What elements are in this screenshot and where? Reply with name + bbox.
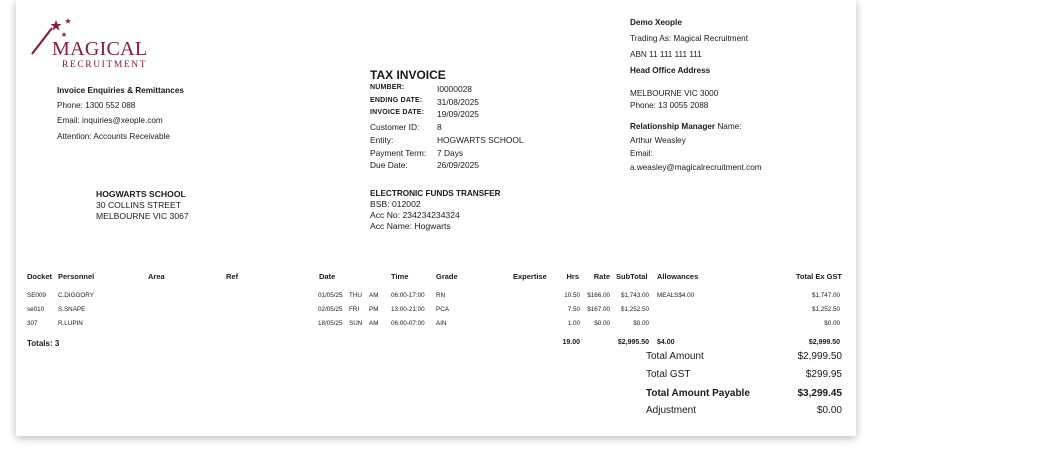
total-payable-label: Total Amount Payable <box>646 388 750 399</box>
due-date-row <box>370 160 580 173</box>
col-hrs: Hrs <box>566 272 579 281</box>
col-docket: Docket <box>27 272 53 281</box>
invoice-number-row <box>370 84 580 97</box>
company-logo <box>28 14 158 74</box>
total-amount: $2,999.50 <box>797 351 842 362</box>
col-grade: Grade <box>436 272 458 281</box>
total-gst: $299.95 <box>805 369 842 380</box>
allowance-name: MEALS <box>657 292 679 299</box>
cell-date: 02/05/25 <box>318 306 343 313</box>
cell-total: $0.00 <box>824 320 840 327</box>
bill-to-street: 30 COLLINS STREET <box>96 200 182 210</box>
head-office-city: MELBOURNE VIC 3000 <box>630 89 719 98</box>
table-row <box>16 306 856 318</box>
customer-id-row <box>370 122 580 135</box>
entity-label: Entity: <box>370 134 394 145</box>
invoice-document <box>16 0 856 436</box>
ending-date: 31/08/2025 <box>437 96 479 107</box>
payment-term-label: Payment Term: <box>370 147 427 158</box>
rm-email: a.weasley@magicalrecruitment.com <box>630 162 762 172</box>
cell-subtotal: $0.00 <box>633 320 649 327</box>
cell-docket: 307 <box>27 320 38 327</box>
totals-label: Totals: 3 <box>27 339 60 348</box>
cell-docket: SE009 <box>27 292 46 299</box>
cell-total: $1,747.00 <box>811 292 840 299</box>
table-row <box>16 292 856 304</box>
company-abn: ABN 11 111 111 111 <box>630 50 702 59</box>
summary-total-gst <box>646 369 842 387</box>
entity-row <box>370 135 580 148</box>
cell-day: SUN <box>349 320 363 327</box>
totals-total: $2,999.50 <box>808 339 840 346</box>
head-office-heading: Head Office Address <box>630 66 711 75</box>
eft-heading: ELECTRONIC FUNDS TRANSFER <box>370 189 501 198</box>
cell-hrs: 7.50 <box>567 306 580 313</box>
cell-time: 06:00-17:00 <box>391 292 425 299</box>
adjustment-label: Adjustment <box>646 405 697 416</box>
cell-hrs: 10.50 <box>564 292 580 299</box>
due-date: 26/09/2025 <box>437 160 479 171</box>
eft-block <box>370 188 501 232</box>
cell-personnel: C.DIGGORY <box>58 292 94 299</box>
cell-allowance: MEALS$4.00 <box>657 292 695 299</box>
rm-heading-line <box>630 120 762 134</box>
rm-email-label: Email: <box>630 149 653 159</box>
cell-date: 18/05/25 <box>318 320 343 327</box>
cell-time: 13:00-21:00 <box>391 306 425 313</box>
table-row <box>16 320 856 332</box>
bill-to-name: HOGWARTS SCHOOL <box>96 189 186 199</box>
cell-docket: se010 <box>27 306 45 313</box>
cell-rate: $0.00 <box>594 320 610 327</box>
col-date: Date <box>319 272 336 281</box>
customer-id-label: Customer ID: <box>370 122 420 133</box>
summary-adjustment <box>646 405 842 423</box>
cell-rate: $166.00 <box>587 292 610 299</box>
invoice-date-label: INVOICE DATE: <box>370 109 425 117</box>
summary-total-payable <box>646 388 842 406</box>
entity: HOGWARTS SCHOOL <box>437 134 524 145</box>
contact-attention: Attention: Accounts Receivable <box>57 131 170 141</box>
contact-phone: Phone: 1300 552 088 <box>57 101 136 111</box>
eft-acc-no: Acc No: 234234234324 <box>370 210 460 220</box>
totals-allowances: $4.00 <box>657 339 675 346</box>
col-subtotal: SubTotal <box>616 272 648 281</box>
cell-subtotal: $1,743.00 <box>620 292 649 299</box>
eft-bsb: BSB: 012002 <box>370 199 421 209</box>
company-name: Demo Xeople <box>630 18 682 27</box>
cell-ampm: PM <box>369 306 379 313</box>
rm-heading: Relationship Manager <box>630 122 716 131</box>
cell-ampm: AM <box>369 292 379 299</box>
cell-rate: $167.00 <box>587 306 610 313</box>
cell-personnel: S.SNAPE <box>58 306 86 313</box>
col-total-ex-gst: Total Ex GST <box>795 272 842 281</box>
col-rate: Rate <box>593 272 610 281</box>
cell-day: FRI <box>349 306 360 313</box>
cell-total: $1,252.50 <box>811 306 840 313</box>
bill-to-city: MELBOURNE VIC 3067 <box>96 211 189 221</box>
cell-personnel: R.LUPIN <box>58 320 83 327</box>
invoice-title: TAX INVOICE <box>370 68 446 82</box>
total-gst-label: Total GST <box>646 369 691 380</box>
payment-term: 7 Days <box>437 147 464 158</box>
rm-name: Arthur Weasley <box>630 135 686 145</box>
totals-hrs: 19.00 <box>562 339 580 346</box>
head-office-phone: Phone: 13 0055 2088 <box>630 100 709 110</box>
invoice-date-row <box>370 109 580 122</box>
col-time: Time <box>391 272 409 281</box>
invoice-number-label: NUMBER: <box>370 84 405 91</box>
cell-hrs: 1.00 <box>567 320 580 327</box>
logo-name: MAGICAL <box>52 38 148 60</box>
payment-term-row <box>370 148 580 161</box>
cell-grade: PCA <box>436 306 449 313</box>
col-allowances: Allowances <box>657 272 699 281</box>
customer-id: 8 <box>437 122 442 133</box>
cell-grade: RN <box>436 292 446 299</box>
total-amount-label: Total Amount <box>646 351 704 362</box>
bill-to-block <box>96 189 189 222</box>
cell-date: 01/05/25 <box>318 292 343 299</box>
total-payable: $3,299.45 <box>797 388 842 399</box>
adjustment: $0.00 <box>816 405 842 416</box>
cell-day: THU <box>349 292 362 299</box>
logo-tagline: RECRUITMENT <box>62 60 148 70</box>
summary-total-amount <box>646 351 842 369</box>
due-date-label: Due Date: <box>370 160 408 171</box>
company-block <box>630 15 762 174</box>
col-ref: Ref <box>226 272 239 281</box>
cell-ampm: AM <box>369 320 379 327</box>
eft-acc-name: Acc Name: Hogwarts <box>370 221 451 231</box>
totals-subtotal: $2,995.50 <box>617 339 649 346</box>
cell-grade: AIN <box>436 320 447 327</box>
col-area: Area <box>148 272 165 281</box>
company-trading: Trading As: Magical Recruitment <box>630 34 749 43</box>
allowance-amount: 4.00 <box>681 292 695 299</box>
col-expertise: Expertise <box>513 272 547 281</box>
contact-email: Email: inquiries@xeople.com <box>57 116 163 126</box>
cell-subtotal: $1,252.50 <box>620 306 649 313</box>
ending-date-label: ENDING DATE: <box>370 96 423 104</box>
ending-date-row <box>370 97 580 110</box>
invoice-number: I0000028 <box>437 84 472 94</box>
col-personnel: Personnel <box>58 272 95 281</box>
contact-heading: Invoice Enquiries & Remittances <box>57 86 184 95</box>
cell-time: 06:00-07:00 <box>391 320 425 327</box>
contact-block <box>57 83 184 144</box>
rm-name-label: Name: <box>715 122 742 131</box>
invoice-date: 19/09/2025 <box>437 109 479 120</box>
